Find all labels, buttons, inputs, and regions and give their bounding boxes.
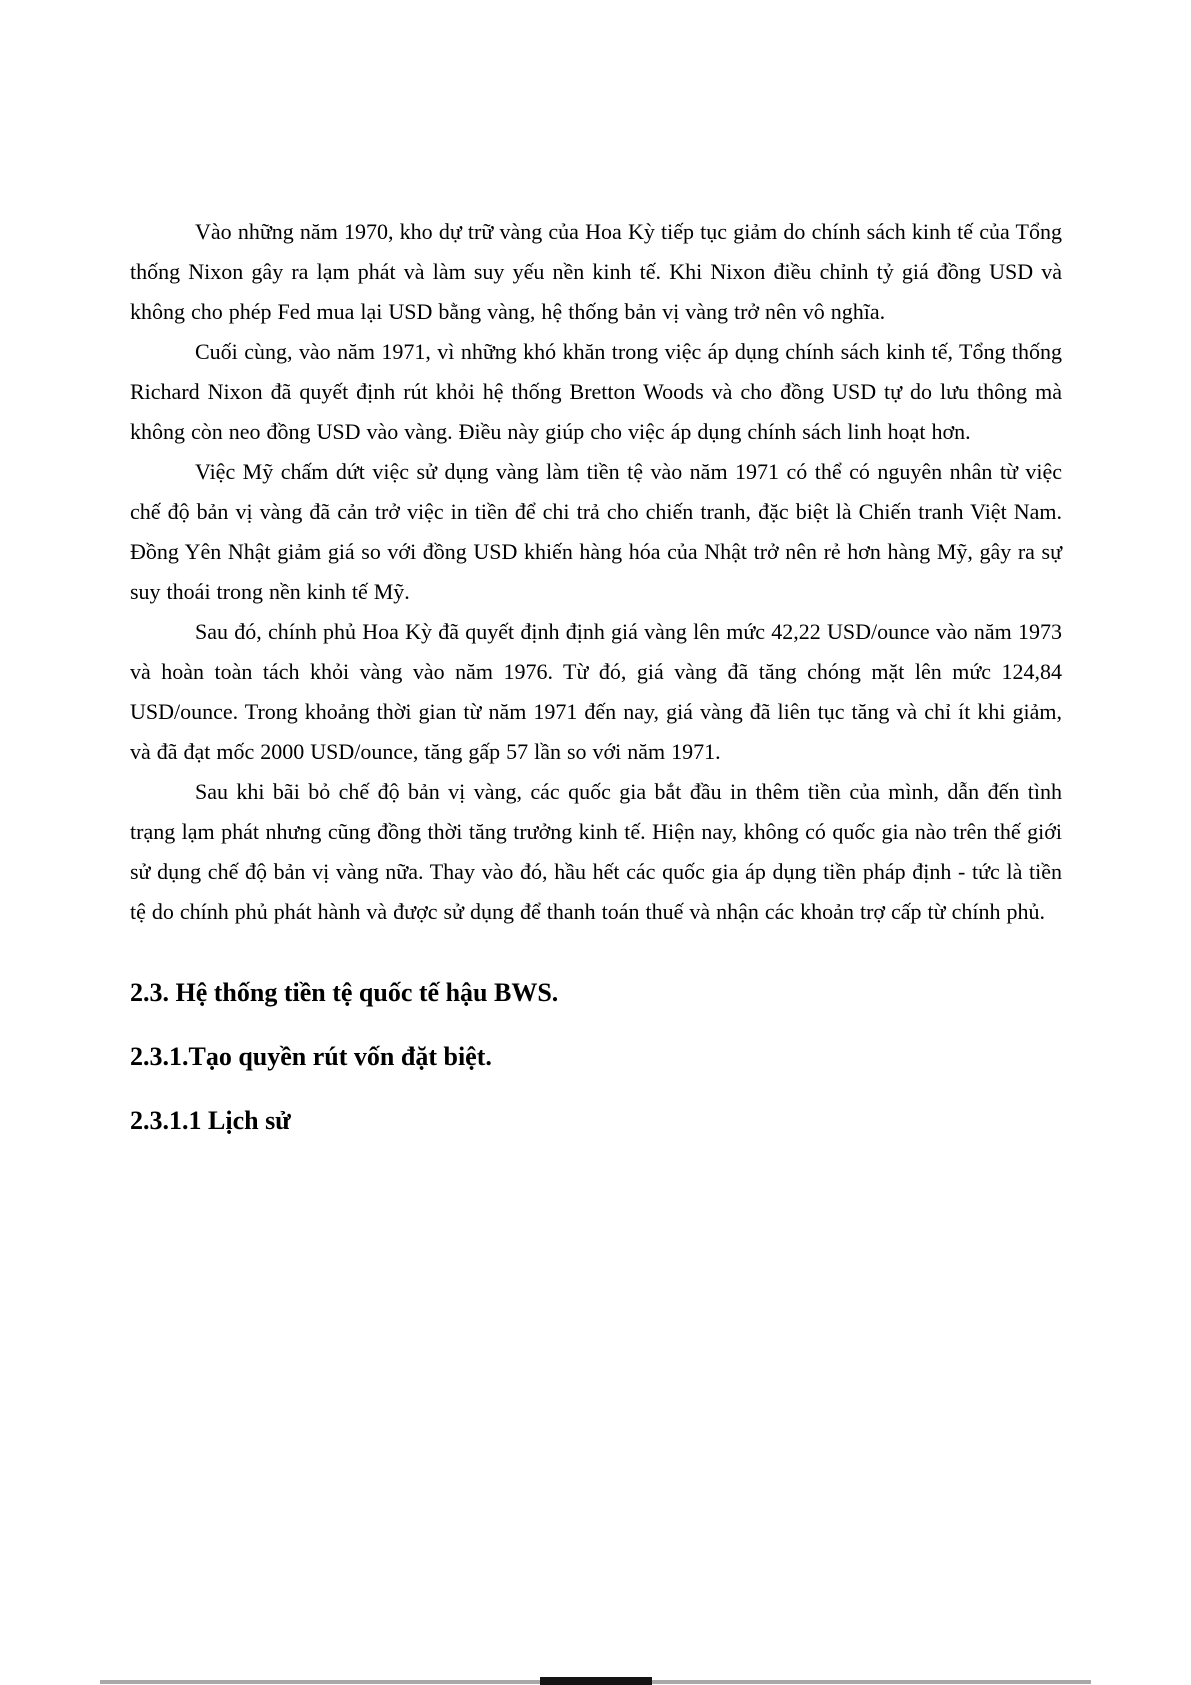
paragraph: Việc Mỹ chấm dứt việc sử dụng vàng làm tiền tệ vào năm 1971 có thể có nguyên nhân từ việc chế độ bản vị vàng đã cản trở việc in tiền để chi trả cho chiến tranh, đặc biệt là Chiến tranh Việt Nam. Đồng Yên Nhật giảm giá so với đồng USD khiến hàng hóa của Nhật trở nên rẻ hơn hàng Mỹ, gây ra sự suy thoái trong nền kinh tế Mỹ. <box>130 459 1062 604</box>
section-heading-2-3: 2.3. Hệ thống tiền tệ quốc tế hậu BWS. <box>130 978 559 1007</box>
document-body <box>130 212 1062 1138</box>
paragraph: Sau đó, chính phủ Hoa Kỳ đã quyết định định giá vàng lên mức 42,22 USD/ounce vào năm 1973 và hoàn toàn tách khỏi vàng vào năm 1976. Từ đó, giá vàng đã tăng chóng mặt lên mức 124,84 USD/ounce. Trong khoảng thời gian từ năm 1971 đến nay, giá vàng đã liên tục tăng và chỉ ít khi giảm, và đã đạt mốc 2000 USD/ounce, tăng gấp 57 lần so với năm 1971. <box>130 619 1062 764</box>
paragraph: Vào những năm 1970, kho dự trữ vàng của Hoa Kỳ tiếp tục giảm do chính sách kinh tế của Tổng thống Nixon gây ra lạm phát và làm suy yếu nền kinh tế. Khi Nixon điều chỉnh tỷ giá đồng USD và không cho phép Fed mua lại USD bằng vàng, hệ thống bản vị vàng trở nên vô nghĩa. <box>130 219 1062 324</box>
page-bottom-separator-handle <box>540 1677 652 1685</box>
paragraph: Cuối cùng, vào năm 1971, vì những khó khăn trong việc áp dụng chính sách kinh tế, Tổng thống Richard Nixon đã quyết định rút khỏi hệ thống Bretton Woods và cho đồng USD tự do lưu thông mà không còn neo đồng USD vào vàng. Điều này giúp cho việc áp dụng chính sách linh hoạt hơn. <box>130 339 1062 444</box>
section-heading-2-3-1: 2.3.1.Tạo quyền rút vốn đặt biệt. <box>130 1042 492 1071</box>
paragraph: Sau khi bãi bỏ chế độ bản vị vàng, các quốc gia bắt đầu in thêm tiền của mình, dẫn đến tình trạng lạm phát nhưng cũng đồng thời tăng trưởng kinh tế. Hiện nay, không có quốc gia nào trên thế giới sử dụng chế độ bản vị vàng nữa. Thay vào đó, hầu hết các quốc gia áp dụng tiền pháp định - tức là tiền tệ do chính phủ phát hành và được sử dụng để thanh toán thuế và nhận các khoản trợ cấp từ chính phủ. <box>130 779 1062 924</box>
section-heading-2-3-1-1: 2.3.1.1 Lịch sử <box>130 1106 291 1135</box>
